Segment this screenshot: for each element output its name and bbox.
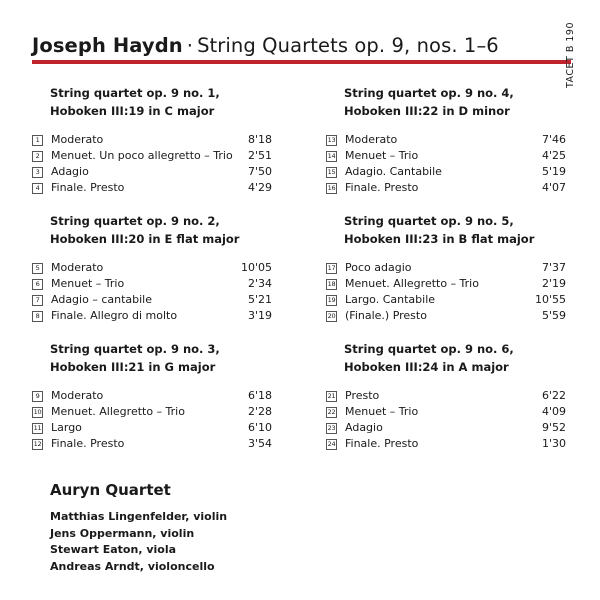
track-title: Finale. Presto xyxy=(51,181,125,194)
track-row xyxy=(326,164,566,180)
track-number: 19 xyxy=(327,295,336,304)
track-row xyxy=(326,276,566,292)
track-duration: 1'30 xyxy=(541,437,566,450)
track-number: 7 xyxy=(32,295,43,306)
track-row xyxy=(326,292,566,308)
track-row xyxy=(326,436,566,452)
track-list xyxy=(326,132,566,196)
track-duration: 7'37 xyxy=(541,261,566,274)
track-title: Finale. Allegro di molto xyxy=(51,309,178,322)
track-number: 11 xyxy=(33,423,42,432)
quartet-title-line: String quartet op. 9 no. 5, xyxy=(344,214,514,228)
quartet-block xyxy=(326,84,566,196)
track-duration: 2'19 xyxy=(541,277,566,290)
track-duration: 10'55 xyxy=(534,293,566,306)
page-title xyxy=(32,34,499,57)
track-row xyxy=(32,308,272,324)
track-title: Moderato xyxy=(51,261,104,274)
quartet-title xyxy=(344,212,566,248)
quartet-title xyxy=(50,340,272,376)
track-row xyxy=(326,404,566,420)
track-duration: 4'25 xyxy=(541,149,566,162)
track-number: 3 xyxy=(32,167,43,178)
track-number: 15 xyxy=(327,167,336,176)
track-number: 5 xyxy=(32,263,43,274)
quartet-title-line: String quartet op. 9 no. 3, xyxy=(50,342,220,356)
member: Matthias Lingenfelder, violin xyxy=(50,510,228,523)
member: Andreas Arndt, violoncello xyxy=(50,559,215,573)
member-list xyxy=(50,509,227,575)
track-title: Menuet – Trio xyxy=(51,277,125,290)
quartet-title-line: Hoboken III:24 in A major xyxy=(344,360,509,374)
track-row xyxy=(326,148,566,164)
track-row xyxy=(32,276,272,292)
track-duration: 7'50 xyxy=(247,165,272,178)
track-number: 13 xyxy=(327,135,336,144)
track-row xyxy=(326,388,566,404)
track-duration: 2'34 xyxy=(247,277,272,290)
track-row xyxy=(326,132,566,148)
track-duration: 6'18 xyxy=(247,389,272,402)
track-title: Adagio xyxy=(51,165,89,178)
track-duration: 4'29 xyxy=(247,181,272,194)
track-title: Largo xyxy=(51,421,82,434)
quartet-block xyxy=(32,212,272,324)
quartet-title xyxy=(344,84,566,120)
quartet-block xyxy=(326,340,566,452)
track-row xyxy=(32,404,272,420)
track-number: 17 xyxy=(327,263,336,272)
track-title: Adagio. Cantabile xyxy=(345,165,442,178)
track-row xyxy=(32,388,272,404)
track-duration: 4'07 xyxy=(541,181,566,194)
track-duration: 5'21 xyxy=(247,293,272,306)
track-number: 4 xyxy=(32,183,43,194)
quartet-title xyxy=(50,84,272,120)
track-row xyxy=(32,292,272,308)
track-title: Menuet – Trio xyxy=(345,405,419,418)
track-title: Finale. Presto xyxy=(345,181,419,194)
ensemble-name: Auryn Quartet xyxy=(50,481,171,499)
quartet-block xyxy=(326,212,566,324)
track-duration: 6'22 xyxy=(541,389,566,402)
track-duration: 4'09 xyxy=(541,405,566,418)
track-list xyxy=(32,388,272,452)
track-number: 2 xyxy=(32,151,43,162)
track-title: Menuet – Trio xyxy=(345,149,419,162)
track-row xyxy=(32,420,272,436)
track-duration: 3'19 xyxy=(247,309,272,322)
track-list xyxy=(32,132,272,196)
catalog-number: TACET B 190 xyxy=(565,22,576,89)
track-number: 10 xyxy=(33,407,42,416)
track-number: 9 xyxy=(32,391,43,402)
track-list xyxy=(32,260,272,324)
track-number: 22 xyxy=(327,407,336,416)
title-separator: · xyxy=(186,34,194,57)
quartet-title-line: String quartet op. 9 no. 6, xyxy=(344,342,514,356)
track-number: 16 xyxy=(327,183,336,192)
track-title: Adagio xyxy=(345,421,383,434)
quartet-title-line: Hoboken III:20 in E flat major xyxy=(50,232,240,246)
track-number: 8 xyxy=(32,311,43,322)
track-title: Largo. Cantabile xyxy=(345,293,436,306)
track-row xyxy=(32,260,272,276)
quartet-title-line: Hoboken III:21 in G major xyxy=(50,360,216,374)
track-number: 21 xyxy=(327,391,336,400)
red-rule xyxy=(32,60,571,64)
track-title: Finale. Presto xyxy=(345,437,419,450)
track-title: Menuet. Allegretto – Trio xyxy=(51,405,185,418)
track-number: 23 xyxy=(327,423,336,432)
track-duration: 2'51 xyxy=(247,149,272,162)
quartet-title xyxy=(344,340,566,376)
track-duration: 10'05 xyxy=(240,261,272,274)
track-row xyxy=(326,260,566,276)
track-title: Presto xyxy=(345,389,380,402)
track-title: Moderato xyxy=(51,133,104,146)
track-duration: 7'46 xyxy=(541,133,566,146)
track-duration: 9'52 xyxy=(541,421,566,434)
track-row xyxy=(326,420,566,436)
quartet-block xyxy=(32,84,272,196)
quartet-title-line: String quartet op. 9 no. 2, xyxy=(50,214,220,228)
track-list xyxy=(326,260,566,324)
track-duration: 5'19 xyxy=(541,165,566,178)
track-duration: 8'18 xyxy=(247,133,272,146)
performers xyxy=(50,480,227,575)
track-title: Menuet. Allegretto – Trio xyxy=(345,277,479,290)
track-number: 1 xyxy=(32,135,43,146)
track-title: Moderato xyxy=(345,133,398,146)
track-list xyxy=(326,388,566,452)
track-number: 18 xyxy=(327,279,336,288)
track-number: 14 xyxy=(327,151,336,160)
track-title: Menuet. Un poco allegretto – Trio xyxy=(51,149,233,162)
quartet-title-line: String quartet op. 9 no. 1, xyxy=(50,86,220,100)
composer-name: Joseph Haydn xyxy=(32,34,183,57)
track-duration: 3'54 xyxy=(247,437,272,450)
quartet-block xyxy=(32,340,272,452)
track-title: (Finale.) Presto xyxy=(345,309,427,322)
member: Jens Oppermann, violin xyxy=(50,526,195,540)
track-title: Poco adagio xyxy=(345,261,412,274)
track-row xyxy=(32,148,272,164)
track-row xyxy=(32,436,272,452)
track-duration: 5'59 xyxy=(541,309,566,322)
track-number: 24 xyxy=(327,439,336,448)
album-title: String Quartets op. 9, nos. 1–6 xyxy=(197,34,499,57)
quartet-title-line: String quartet op. 9 no. 4, xyxy=(344,86,514,100)
track-number: 12 xyxy=(33,439,42,448)
track-number: 20 xyxy=(327,311,336,320)
quartet-title-line: Hoboken III:23 in B flat major xyxy=(344,232,535,246)
track-row xyxy=(326,180,566,196)
track-row xyxy=(32,132,272,148)
quartet-title xyxy=(50,212,272,248)
quartet-title-line: Hoboken III:22 in D minor xyxy=(344,104,510,118)
track-number: 6 xyxy=(32,279,43,290)
track-row xyxy=(32,164,272,180)
track-duration: 2'28 xyxy=(247,405,272,418)
track-title: Finale. Presto xyxy=(51,437,125,450)
member: Stewart Eaton, viola xyxy=(50,543,177,556)
track-row xyxy=(32,180,272,196)
track-duration: 6'10 xyxy=(247,421,272,434)
track-row xyxy=(326,308,566,324)
quartet-title-line: Hoboken III:19 in C major xyxy=(50,104,215,118)
track-title: Adagio – cantabile xyxy=(51,293,152,306)
track-title: Moderato xyxy=(51,389,104,402)
